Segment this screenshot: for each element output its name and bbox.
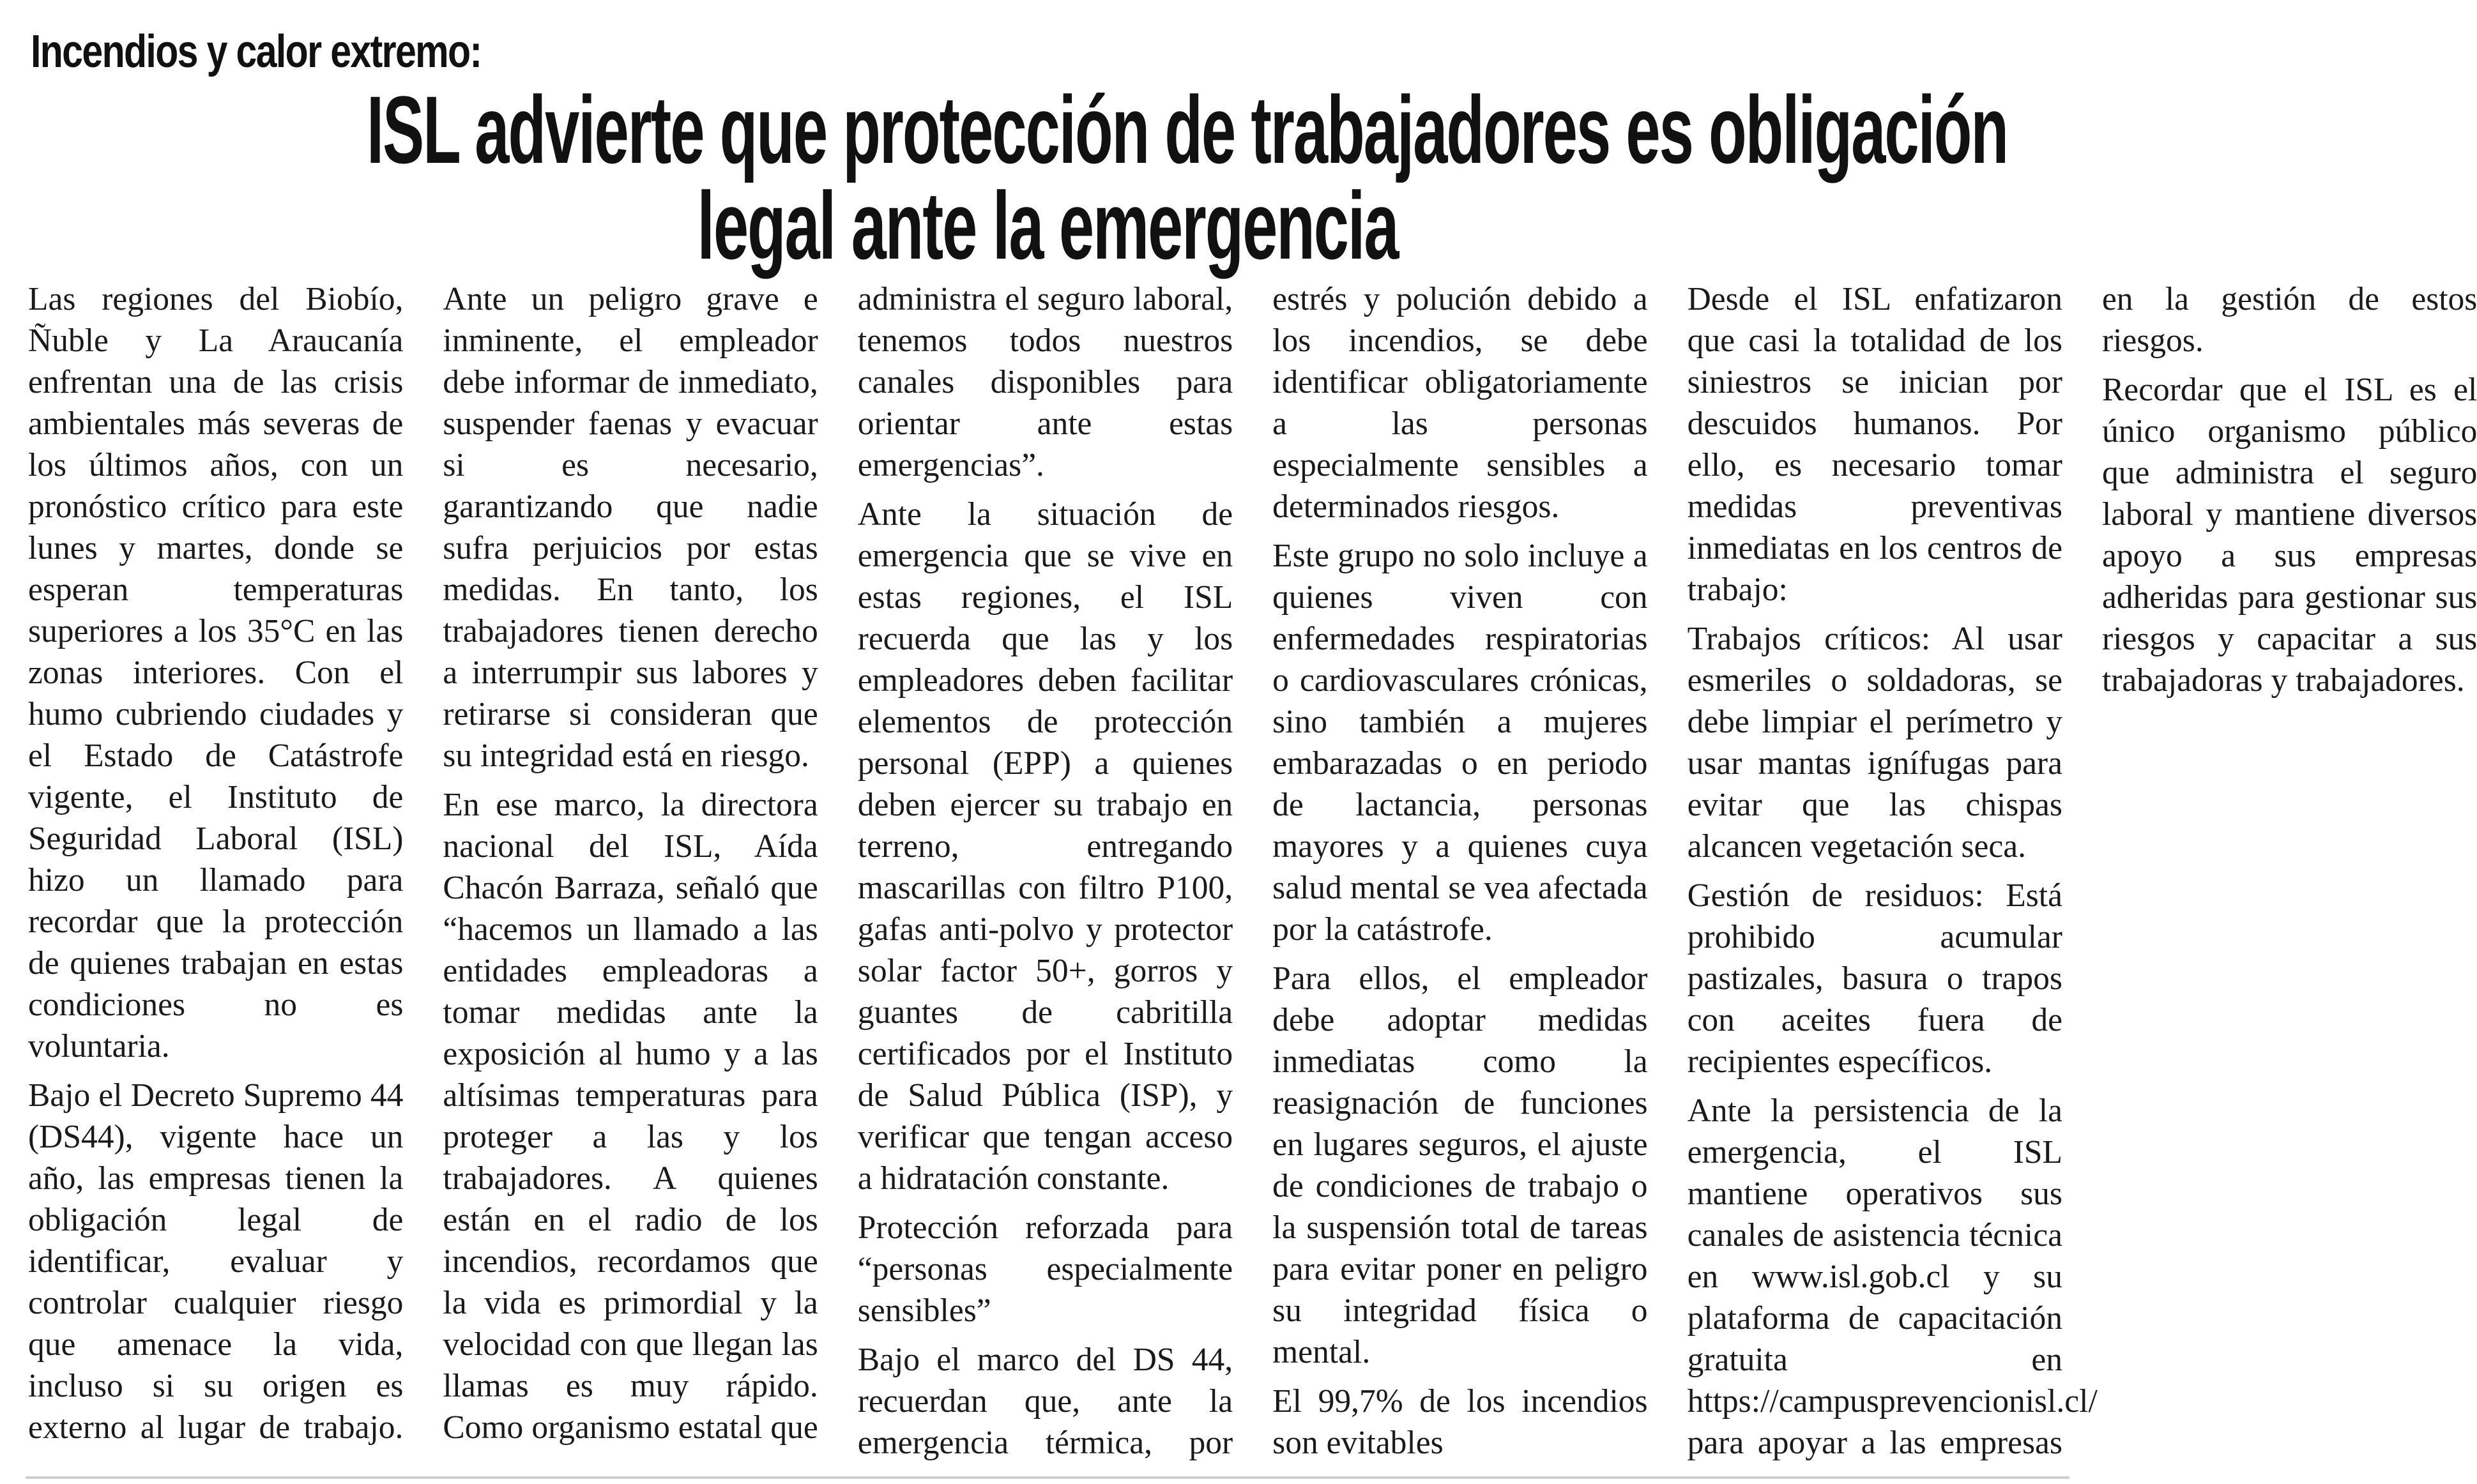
article-kicker: Incendios y calor extremo: xyxy=(31,26,482,77)
body-paragraph: Bajo el Decreto Supremo 44 (DS44), vigente hace un año, las empresas tienen la obligación legal de identificar, evaluar y controlar cualquier riesgo que amenace la vida, incluso si su origen es externo al lugar de trabajo. Ante un peligro grave e inminente, el empleador debe informar de inmediato, suspender faenas y evacuar si es necesario, garantizando que nadie sufra perjuicios por estas medidas. En tanto, los trabajadores tienen derecho a interrumpir sus labores y retirarse si consideran que su integridad está en riesgo. xyxy=(28,281,818,1446)
body-paragraph: Gestión de residuos: Está prohibido acumular pastizales, basura o trapos con aceites fuera de recipientes específicos. xyxy=(1687,877,2062,1080)
body-paragraph: Trabajos críticos: Al usar esmeriles o soldadoras, se debe limpiar el perímetro y usar mantas ignífugas para evitar que las chispas alcancen vegetación seca. xyxy=(1687,621,2062,865)
body-paragraph: En ese marco, la directora nacional del ISL, Aída Chacón Barraza, señaló que “hacemos un llamado a las entidades empleadoras a tomar medidas ante la exposición al humo y a las altísimas temperaturas para proteger a las y los trabajadores. A quienes están en el radio de los incendios, recordamos que la vida es primordial y la velocidad con que llegan las llamas es muy rápido. Como organismo estatal que administra el seguro laboral, tenemos todos nuestros canales disponibles para orientar ante estas emergencias”. xyxy=(443,281,1233,1446)
body-paragraph: Este grupo no solo incluye a quienes viven con enfermedades respiratorias o cardiovasculares crónicas, sino también a mujeres embarazadas o en periodo de lactancia, personas mayores y a quienes cuya salud mental se vea afectada por la catástrofe. xyxy=(1272,538,1648,948)
article-headline xyxy=(0,76,2095,279)
article-body xyxy=(28,278,2477,1466)
headline-line-2: legal ante la emergencia xyxy=(697,172,1398,279)
body-paragraph: Desde el ISL enfatizaron que casi la totalidad de los siniestros se inician por descuidos humanos. Por ello, es necesario tomar medidas preventivas inmediatas en los centros de trabajo: xyxy=(1687,281,2062,608)
headline-line-1: ISL advierte que protección de trabajadores es obligación xyxy=(367,76,2008,183)
body-paragraph: Bajo el marco del DS 44, recuerdan que, ante la emergencia térmica, por estrés y polución debido a los incendios, se debe identificar obligatoriamente a las personas especialmente sensibles a determinados riesgos. xyxy=(857,281,1648,1461)
body-paragraph: Ante la persistencia de la emergencia, el ISL mantiene operativos sus canales de asistencia técnica en www.isl.gob.cl y su plataforma de capacitación gratuita en https://campusprevencionisl.cl/ para apoyar a las empresas en la gestión de estos riesgos. xyxy=(1687,281,2477,1461)
section-subheading: El 99,7% de los incendios son evitables xyxy=(1272,1383,1648,1461)
section-subheading: Protección reforzada para “personas especialmente sensibles” xyxy=(857,1209,1233,1329)
body-paragraph: Para ellos, el empleador debe adoptar medidas inmediatas como la reasignación de funciones en lugares seguros, el ajuste de condiciones de trabajo o la suspensión total de tareas para evitar poner en peligro su integridad física o mental. xyxy=(1272,960,1648,1370)
body-paragraph: Recordar que el ISL es el único organismo público que administra el seguro laboral y mantiene diversos apoyo a sus empresas adheridas para gestionar sus riesgos y capacitar a sus trabajadoras y trabajadores. xyxy=(2101,372,2477,699)
body-paragraph: Ante la situación de emergencia que se vive en estas regiones, el ISL recuerda que las y los empleadores deben facilitar elementos de protección personal (EPP) a quienes deben ejercer su trabajo en terreno, entregando mascarillas con filtro P100, gafas anti-polvo y protector solar factor 50+, gorros y guantes de cabritilla certificados por el Instituto de Salud Pública (ISP), y verificar que tengan acceso a hidratación constante. xyxy=(857,496,1233,1197)
bottom-rule xyxy=(26,1476,2069,1479)
body-paragraph: Las regiones del Biobío, Ñuble y La Araucanía enfrentan una de las crisis ambientales más severas de los últimos años, con un pronóstico crítico para este lunes y martes, donde se esperan temperaturas superiores a los 35°C en las zonas interiores. Con el humo cubriendo ciudades y el Estado de Catástrofe vigente, el Instituto de Seguridad Laboral (ISL) hizo un llamado para recordar que la protección de quienes trabajan en estas condiciones no es voluntaria. xyxy=(28,281,404,1064)
